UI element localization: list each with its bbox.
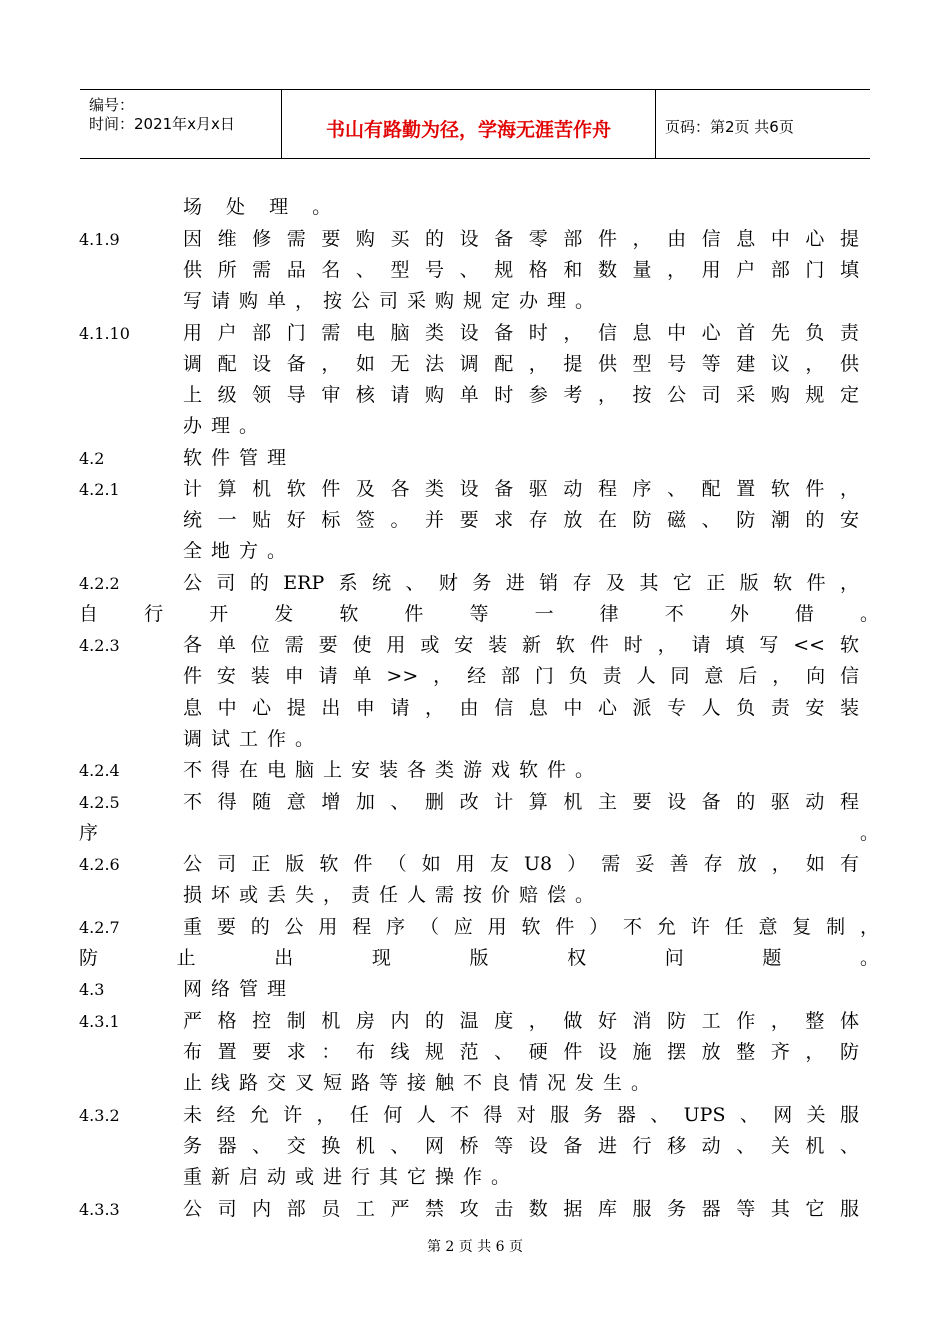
line-text: 严格控制机房内的温度，做好消防工作，整体 [183, 1010, 859, 1032]
document-line [0, 192, 950, 223]
line-text: 息中心提出申请，由信息中心派专人负责安装 [183, 697, 859, 719]
clause-number: 4.2.5 [79, 793, 120, 812]
document-line [0, 1037, 950, 1068]
document-code-label: 编号： [89, 96, 135, 114]
clause-number: 4.3 [79, 980, 105, 999]
clause-number: 4.2.7 [79, 918, 120, 937]
document-line [0, 443, 950, 474]
document-line [0, 661, 950, 692]
document-line [0, 880, 950, 911]
line-text: 全地方。 [183, 540, 296, 562]
line-text: 不得在电脑上安装各类游戏软件。 [183, 759, 604, 781]
document-line [0, 1100, 950, 1131]
document-line [0, 255, 950, 286]
clause-number: 4.2.6 [79, 855, 120, 874]
line-text: 防止出现版权问题。 [79, 947, 879, 969]
page-footer: 第 2 页 共 6 页 [426, 1239, 524, 1255]
clause-number: 4.3.3 [79, 1200, 120, 1219]
line-text: 公司的ERP系统、财务进销存及其它正版软件， [183, 572, 859, 594]
clause-number: 4.3.1 [79, 1012, 120, 1031]
line-text: 务器、交换机、网桥等设备进行移动、关机、 [183, 1135, 859, 1157]
line-text: 写请购单，按公司采购规定办理。 [183, 290, 604, 312]
document-line [0, 755, 950, 786]
document-line [0, 693, 950, 724]
line-text: 布置要求：布线规范、硬件设施摆放整齐，防 [183, 1041, 859, 1063]
line-text: 公司正版软件（如用友U8）需妥善存放，如有 [183, 853, 859, 875]
document-line [0, 1131, 950, 1162]
line-text: 重要的公用程序（应用软件）不允许任意复制， [183, 916, 879, 938]
line-text: 调试工作。 [183, 728, 324, 750]
line-text: 各单位需要使用或安装新软件时，请填写<<软 [183, 634, 859, 656]
document-time-label: 时间：2021年x月x日 [89, 115, 235, 133]
document-line [0, 505, 950, 536]
clause-number: 4.3.2 [79, 1106, 120, 1125]
line-text: 止线路交叉短路等接触不良情况发生。 [183, 1072, 660, 1094]
clause-number: 4.1.9 [79, 230, 120, 249]
line-text: 软件管理 [183, 447, 296, 469]
document-line [0, 787, 950, 818]
document-line [0, 724, 950, 755]
document-line [0, 599, 950, 630]
document-line [0, 411, 950, 442]
line-text: 用户部门需电脑类设备时，信息中心首先负责 [183, 322, 859, 344]
document-line [0, 1068, 950, 1099]
document-line [0, 1006, 950, 1037]
document-line [0, 380, 950, 411]
clause-number: 4.2.2 [79, 574, 120, 593]
document-line [0, 536, 950, 567]
document-line [0, 568, 950, 599]
document-line [0, 630, 950, 661]
line-text: 供所需品名、型号、规格和数量，用户部门填 [183, 259, 859, 281]
clause-number: 4.2 [79, 449, 105, 468]
header-info-cell [80, 90, 281, 158]
document-line [0, 1162, 950, 1193]
line-text: 因维修需要购买的设备零部件，由信息中心提 [183, 228, 859, 250]
document-line [0, 974, 950, 1005]
line-text: 重新启动或进行其它操作。 [183, 1166, 520, 1188]
line-text: 办理。 [183, 415, 268, 437]
line-text: 损坏或丢失，责任人需按价赔偿。 [183, 884, 604, 906]
header-page-cell [655, 90, 870, 158]
line-text: 自行开发软件等一律不外借。 [79, 603, 879, 625]
page-header [80, 89, 870, 159]
document-line [0, 318, 950, 349]
document-line [0, 1194, 950, 1225]
header-motto: 书山有路勤为径，学海无涯苦作舟 [325, 119, 611, 141]
line-text: 公司内部员工严禁攻击数据库服务器等其它服 [183, 1198, 859, 1220]
line-text: 件安装申请单>>，经部门负责人同意后，向信 [183, 665, 859, 687]
clause-number: 4.2.3 [79, 636, 120, 655]
clause-number: 4.1.10 [79, 324, 130, 343]
document-line [0, 224, 950, 255]
clause-number: 4.2.4 [79, 761, 120, 780]
document-line [0, 286, 950, 317]
line-text: 网络管理 [183, 978, 296, 1000]
line-text: 不得随意增加、删改计算机主要设备的驱动程 [183, 791, 859, 813]
line-text: 计算机软件及各类设备驱动程序、配置软件， [183, 478, 859, 500]
clause-number: 4.2.1 [79, 480, 120, 499]
line-text: 统一贴好标签。并要求存放在防磁、防潮的安 [183, 509, 859, 531]
document-line [0, 818, 950, 849]
document-line [0, 943, 950, 974]
line-text: 序。 [79, 822, 879, 844]
document-line [0, 474, 950, 505]
document-line [0, 912, 950, 943]
line-text: 场 处 理 。 [183, 196, 341, 218]
line-text: 上级领导审核请购单时参考，按公司采购规定 [183, 384, 859, 406]
document-line [0, 849, 950, 880]
header-motto-cell [281, 90, 656, 158]
header-page-number: 页码：第2页 共6页 [665, 118, 794, 136]
line-text: 调配设备，如无法调配，提供型号等建议，供 [183, 353, 859, 375]
line-text: 未经允许，任何人不得对服务器、UPS、网关服 [183, 1104, 859, 1126]
document-line [0, 349, 950, 380]
